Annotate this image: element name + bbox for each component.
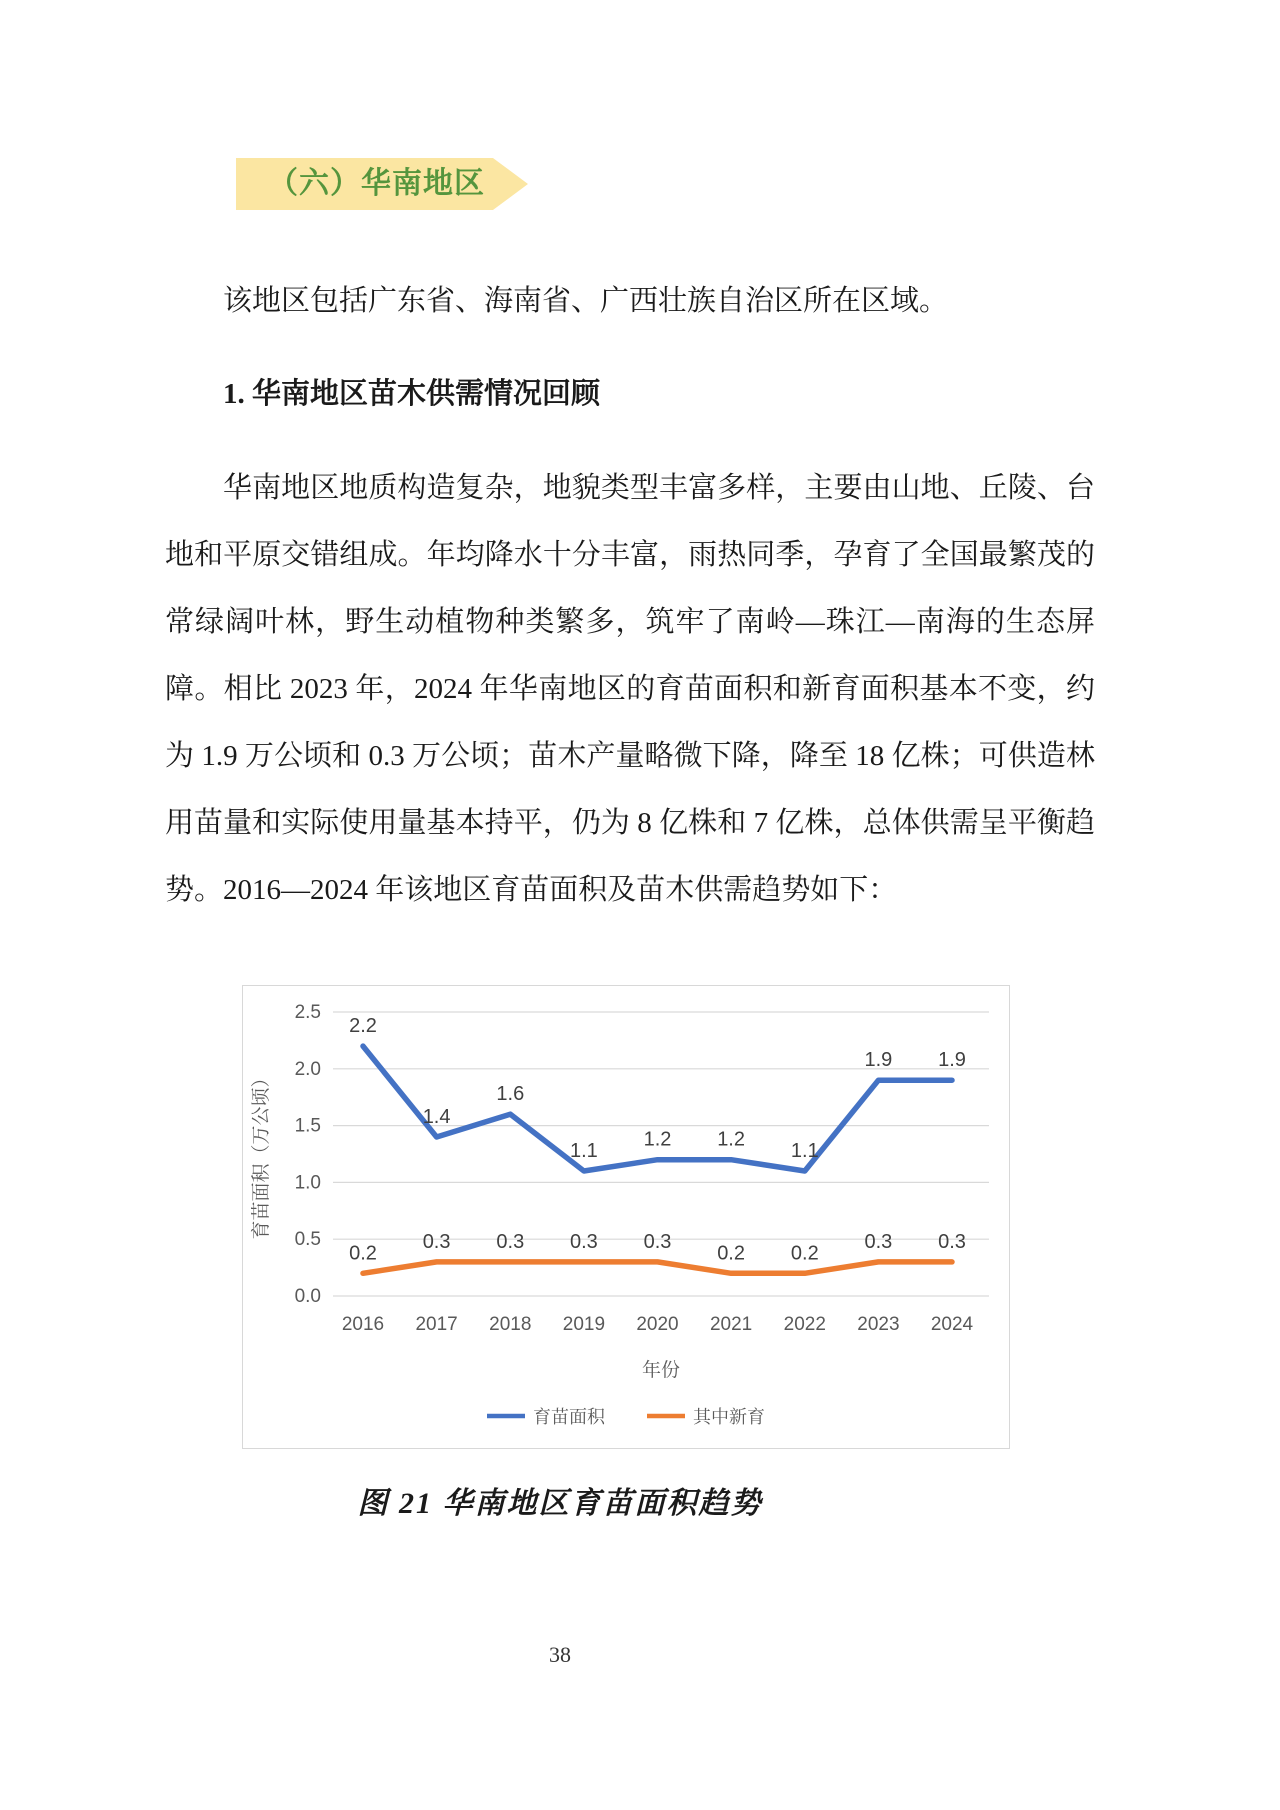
svg-text:0.3: 0.3 xyxy=(643,1230,672,1253)
svg-text:0.2: 0.2 xyxy=(717,1242,746,1265)
svg-text:1.0: 1.0 xyxy=(294,1172,321,1194)
legend-label: 育苗面积 xyxy=(533,1407,605,1427)
svg-text:2024: 2024 xyxy=(930,1314,974,1335)
svg-text:1.1: 1.1 xyxy=(790,1140,819,1162)
svg-text:0.3: 0.3 xyxy=(864,1230,893,1253)
svg-text:1.4: 1.4 xyxy=(422,1106,451,1128)
svg-text:1.5: 1.5 xyxy=(294,1115,321,1137)
svg-text:2018: 2018 xyxy=(489,1314,532,1335)
svg-text:1.6: 1.6 xyxy=(496,1083,525,1106)
section-title: （六）华南地区 xyxy=(268,167,485,200)
legend-label: 其中新育 xyxy=(693,1407,765,1427)
svg-text:0.2: 0.2 xyxy=(349,1242,377,1265)
subsection-heading: 1. 华南地区苗木供需情况回顾 xyxy=(223,378,601,410)
svg-text:0.2: 0.2 xyxy=(790,1242,819,1265)
svg-text:2.0: 2.0 xyxy=(294,1058,321,1080)
body-paragraph: 华南地区地质构造复杂，地貌类型丰富多样，主要由山地、丘陵、台地和平原交错组成。年均降水十分丰富，雨热同季，孕育了全国最繁茂的常绿阔叶林，野生动植物种类繁多，筑牢了南岭—珠江—南海的生态屏障。相比 2023 年，2024 年华南地区的育苗面积和新育面积基本不变，约为 1.9 万公顷和 0.3 万公顷；苗木产量略微下降，降至 18 亿株；可供造林用苗量和实际使用量基本持平，仍为 8 亿株和 7 亿株，总体供需呈平衡趋势。2016—2024 年该地区育苗面积及苗木供需趋势如下： xyxy=(165,472,1095,906)
svg-text:2.2: 2.2 xyxy=(349,1015,377,1038)
svg-text:0.0: 0.0 xyxy=(294,1286,321,1307)
svg-text:1.2: 1.2 xyxy=(717,1128,746,1151)
svg-text:0.3: 0.3 xyxy=(569,1230,598,1253)
figure-caption: 图 21 华南地区育苗面积趋势 xyxy=(357,1487,763,1520)
svg-text:2.5: 2.5 xyxy=(294,1002,321,1023)
svg-text:2023: 2023 xyxy=(857,1314,900,1335)
svg-text:0.3: 0.3 xyxy=(422,1230,451,1253)
svg-text:2021: 2021 xyxy=(709,1314,753,1335)
svg-text:2019: 2019 xyxy=(562,1314,606,1335)
svg-text:1.9: 1.9 xyxy=(938,1049,966,1072)
y-axis-title: 育苗面积（万公顷） xyxy=(251,1068,272,1240)
svg-text:1.2: 1.2 xyxy=(643,1128,672,1151)
svg-text:2020: 2020 xyxy=(636,1314,679,1335)
svg-text:1.9: 1.9 xyxy=(864,1049,893,1072)
svg-text:2022: 2022 xyxy=(783,1314,826,1335)
section-banner xyxy=(236,158,528,210)
svg-text:0.3: 0.3 xyxy=(496,1230,525,1253)
line-chart-svg xyxy=(243,986,1009,1448)
intro-paragraph: 该地区包括广东省、海南省、广西壮族自治区所在区域。 xyxy=(223,285,949,317)
svg-text:0.5: 0.5 xyxy=(294,1229,321,1251)
svg-text:2017: 2017 xyxy=(415,1314,458,1335)
x-axis-title: 年份 xyxy=(641,1360,681,1381)
svg-text:1.1: 1.1 xyxy=(569,1140,598,1162)
svg-text:2016: 2016 xyxy=(341,1314,385,1335)
page-number: 38 xyxy=(549,1642,571,1667)
line-chart xyxy=(242,985,1010,1449)
svg-text:0.3: 0.3 xyxy=(938,1230,966,1253)
series-line xyxy=(363,1262,952,1273)
